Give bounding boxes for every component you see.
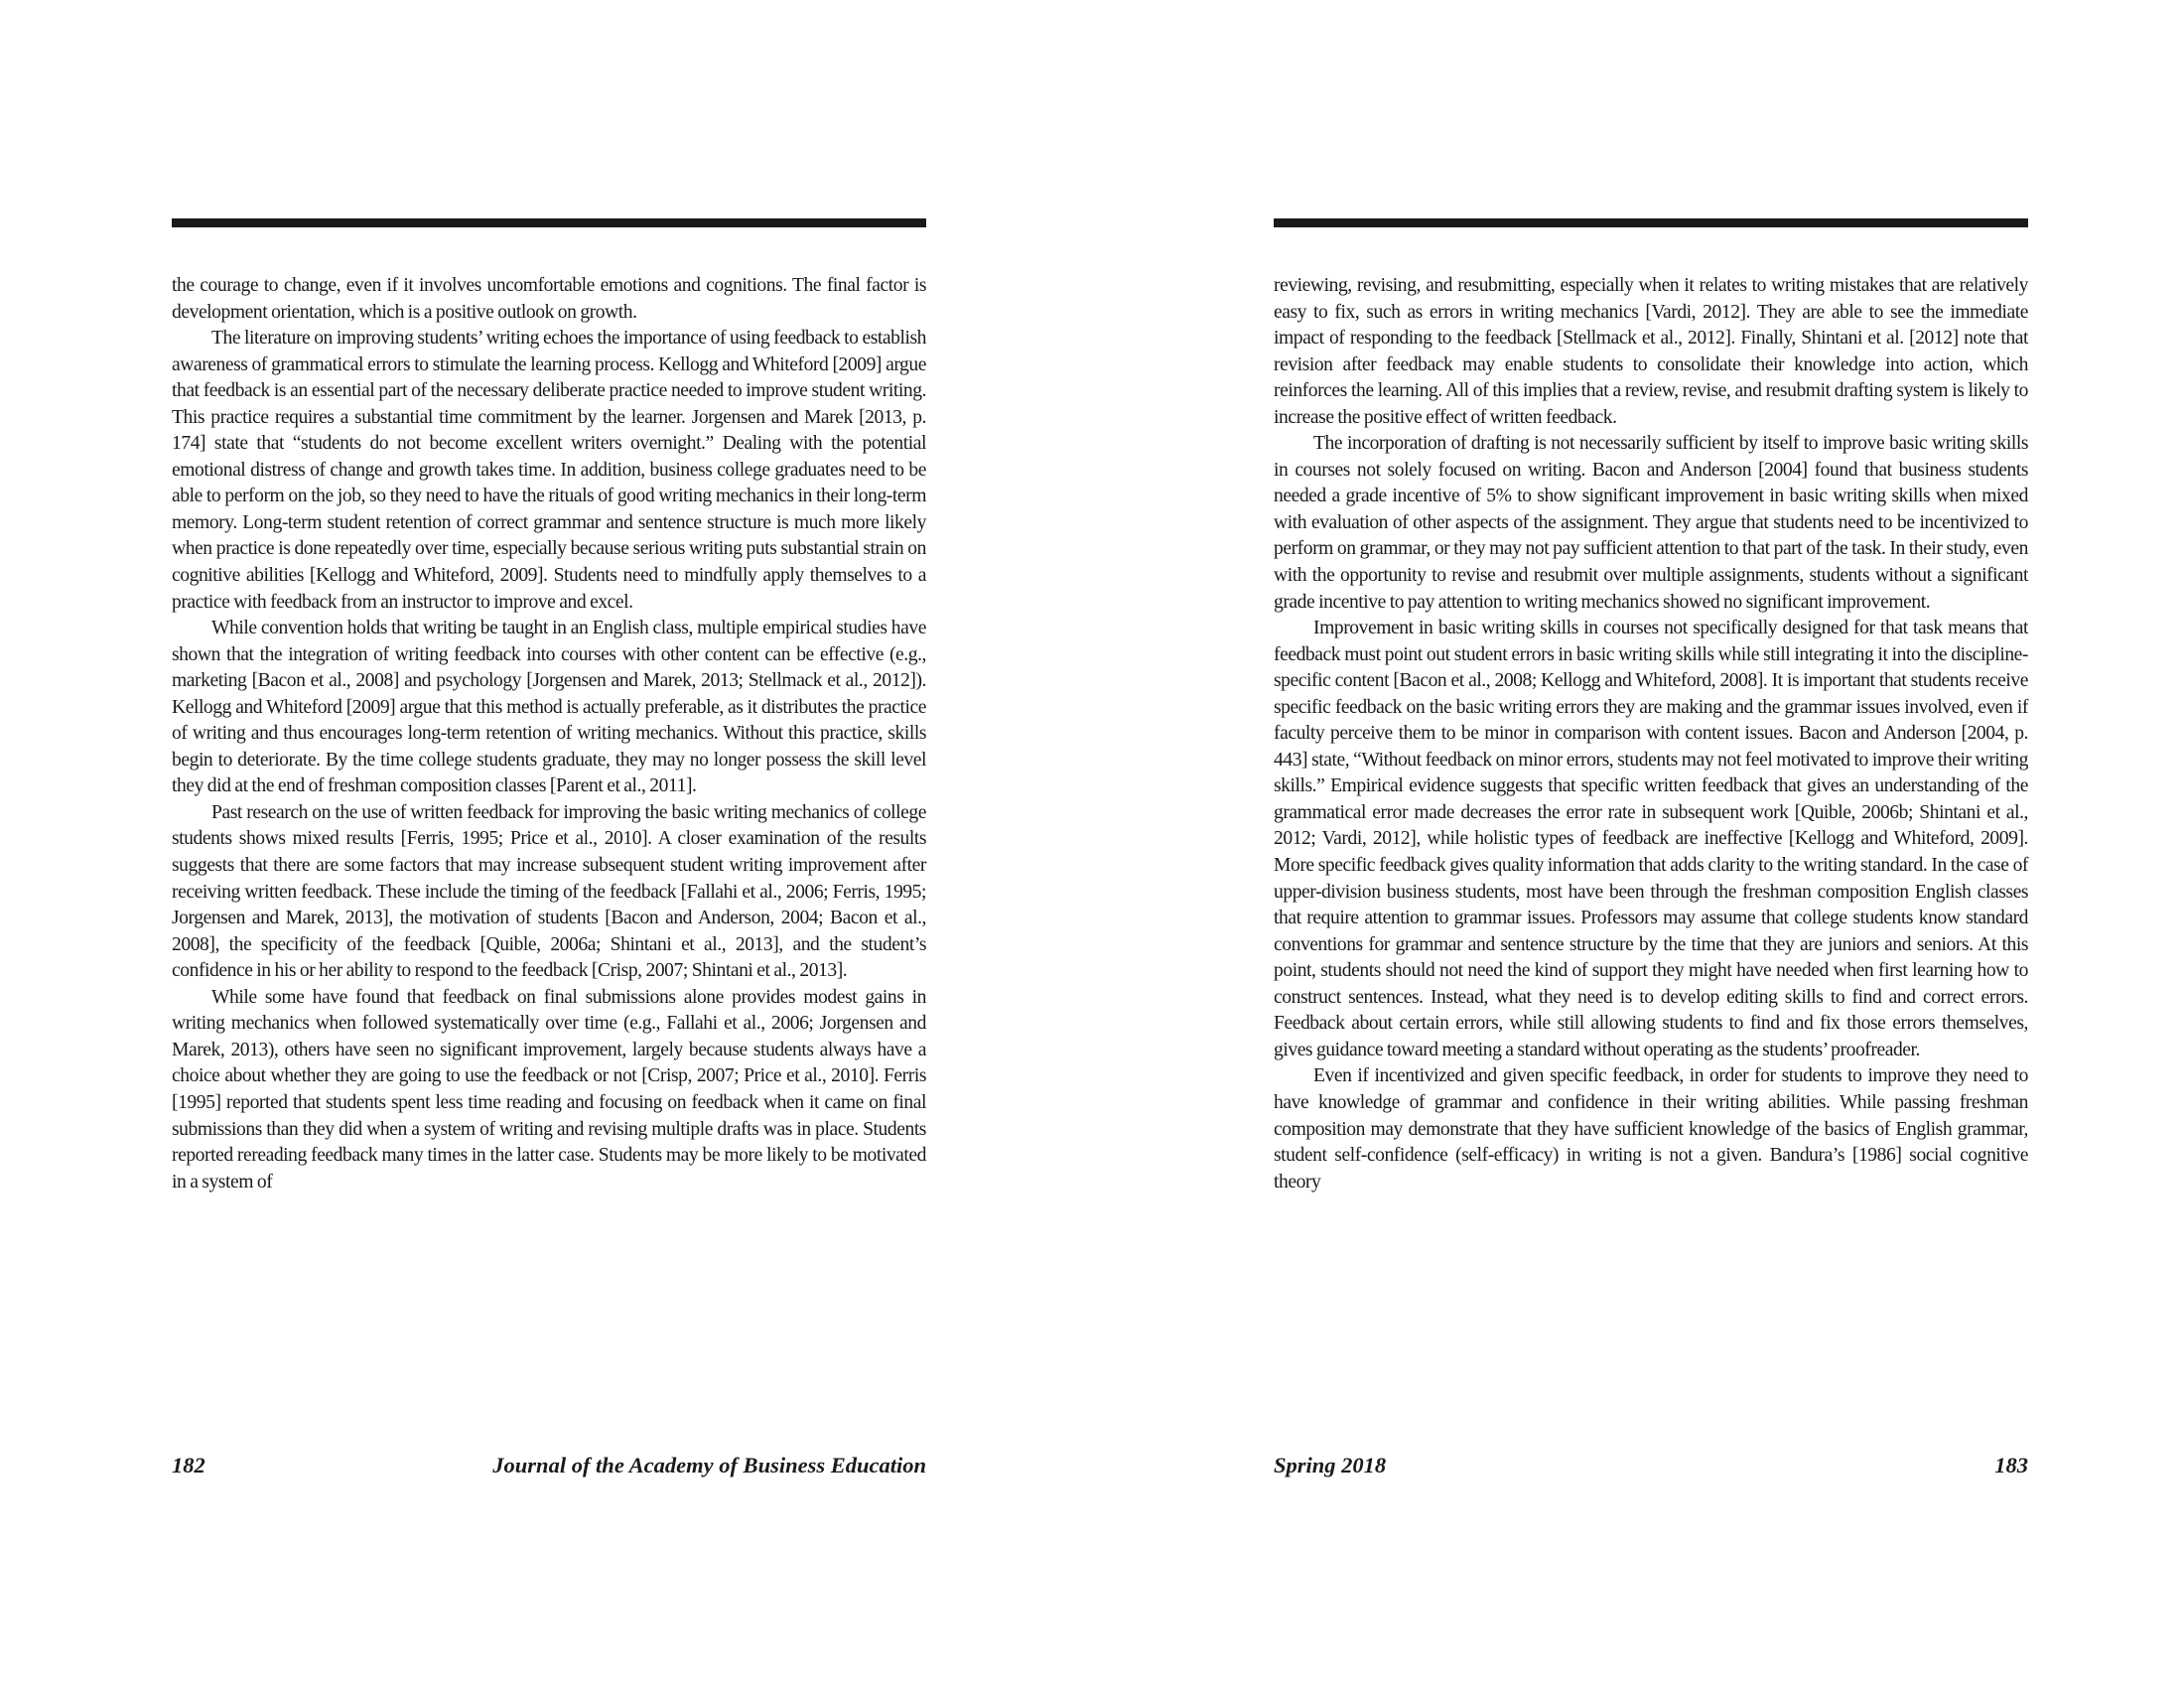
left-paragraph-4: Past research on the use of written feedback for improving the basic writing mechanics of college students shows mixed results [Ferris, 1995; Price et al., 2010]. A closer examination of the results suggests that there are some factors that may increase subsequent student writing improvement after receiving written feedback. These include the timing of the feedback [Fallahi et al., 2006; Ferris, 1995; Jorgensen and Marek, 2013], the motivation of students [Bacon and Anderson, 2004; Bacon et al., 2008], the specificity of the feedback [Quible, 2006a; Shintani et al., 2013], and the student’s confidence in his or her ability to respond to the feedback [Crisp, 2007; Shintani et al., 2013]. bbox=[172, 801, 926, 982]
left-paragraph-1: the courage to change, even if it involves uncomfortable emotions and cognitions. The final factor is development orientation, which is a positive outlook on growth. bbox=[172, 275, 926, 323]
left-page bbox=[172, 0, 926, 1688]
left-body-text bbox=[172, 273, 926, 1196]
journal-title: Journal of the Academy of Business Education bbox=[492, 1453, 926, 1477]
left-header-rule bbox=[172, 218, 926, 227]
right-paragraph-1: reviewing, revising, and resubmitting, especially when it relates to writing mistakes that are relatively easy to fix, such as errors in writing mechanics [Vardi, 2012]. They are able to see the immediate impact of responding to the feedback [Stellmack et al., 2012]. Finally, Shintani et al. [2012] note that revision after feedback may enable students to consolidate their knowledge into action, which reinforces the learning. All of this implies that a review, revise, and resubmit drafting system is likely to increase the positive effect of written feedback. bbox=[1274, 275, 2028, 428]
right-paragraph-4: Even if incentivized and given specific feedback, in order for students to improve they need to have knowledge of grammar and confidence in their writing abilities. While passing freshman composition may demonstrate that they have sufficient knowledge of the basics of English grammar, student self-confidence (self-efficacy) in writing is not a given. Bandura’s [1986] social cognitive theory bbox=[1274, 1065, 2028, 1193]
left-paragraph-2: The literature on improving students’ writing echoes the importance of using feedback to establish awareness of grammatical errors to stimulate the learning process. Kellogg and Whiteford [2009] argue that feedback is an essential part of the necessary deliberate practice needed to improve student writing. This practice requires a substantial time commitment by the learner. Jorgensen and Marek [2013, p. 174] state that “students do not become excellent writers overnight.” Dealing with the potential emotional distress of change and growth takes time. In addition, business college graduates need to be able to perform on the job, so they need to have the rituals of good writing mechanics in their long-term memory. Long-term student retention of correct grammar and sentence structure is much more likely when practice is done repeatedly over time, especially because serious writing puts substantial strain on cognitive abilities [Kellogg and Whiteford, 2009]. Students need to mindfully apply themselves to a practice with feedback from an instructor to improve and excel. bbox=[172, 328, 926, 613]
right-page-number: 183 bbox=[1994, 1453, 2028, 1477]
right-footer bbox=[1274, 1453, 2028, 1482]
left-footer bbox=[172, 1453, 926, 1482]
right-paragraph-2: The incorporation of drafting is not necessarily sufficient by itself to improve basic writing skills in courses not solely focused on writing. Bacon and Anderson [2004] found that business students needed a grade incentive of 5% to show significant improvement in basic writing skills when mixed with evaluation of other aspects of the assignment. They argue that students need to be incentivized to perform on grammar, or they may not pay sufficient attention to that part of the task. In their study, even with the opportunity to revise and resubmit over multiple assignments, students without a significant grade incentive to pay attention to writing mechanics showed no significant improvement. bbox=[1274, 433, 2028, 613]
right-header-rule bbox=[1274, 218, 2028, 227]
left-paragraph-5: While some have found that feedback on final submissions alone provides modest gains in writing mechanics when followed systematically over time (e.g., Fallahi et al., 2006; Jorgensen and Marek, 2013), others have seen no significant improvement, largely because students always have a choice about whether they are going to use the feedback or not [Crisp, 2007; Price et al., 2010]. Ferris [1995] reported that students spent less time reading and focusing on feedback when it came on final submissions than they did when a system of writing and revising multiple drafts was in place. Students reported rereading feedback many times in the latter case. Students may be more likely to be motivated in a system of bbox=[172, 986, 926, 1193]
right-page bbox=[1274, 0, 2028, 1688]
right-body-text bbox=[1274, 273, 2028, 1196]
left-page-number: 182 bbox=[172, 1453, 205, 1477]
left-paragraph-3: While convention holds that writing be taught in an English class, multiple empirical studies have shown that the integration of writing feedback into courses with other content can be effective (e.g., marketing [Bacon et al., 2008] and psychology [Jorgensen and Marek, 2013; Stellmack et al., 2012]). Kellogg and Whiteford [2009] argue that this method is actually preferable, as it distributes the practice of writing and thus encourages long-term retention of writing mechanics. Without this practice, skills begin to deteriorate. By the time college students graduate, they may no longer possess the skill level they did at the end of freshman composition classes [Parent et al., 2011]. bbox=[172, 618, 926, 797]
issue-date: Spring 2018 bbox=[1274, 1453, 1387, 1477]
right-paragraph-3: Improvement in basic writing skills in courses not specifically designed for that task means that feedback must point out student errors in basic writing skills while still integrating it into the discipline-specific content [Bacon et al., 2008; Kellogg and Whiteford, 2008]. It is important that students receive specific feedback on the basic writing errors they are making and the grammar issues involved, even if faculty perceive them to be minor in comparison with content issues. Bacon and Anderson [2004, p. 443] state, “Without feedback on minor errors, students may not feel motivated to improve their writing skills.” Empirical evidence suggests that specific written feedback that gives an understanding of the grammatical error made decreases the error rate in subsequent work [Quible, 2006b; Shintani et al., 2012; Vardi, 2012], while holistic types of feedback are ineffective [Kellogg and Whiteford, 2009]. More specific feedback gives quality information that adds clarity to the writing standard. In the case of upper-division business students, most have been through the freshman composition English classes that require attention to grammar issues. Professors may assume that college students know standard conventions for grammar and sentence structure by the time that they are juniors and seniors. At this point, students should not need the kind of support they might have needed when first learning how to construct sentences. Instead, what they need is to develop editing skills to find and correct errors. Feedback about certain errors, while still allowing students to find and fix those errors themselves, gives guidance toward meeting a standard without operating as the students’ proofreader. bbox=[1274, 618, 2028, 1060]
